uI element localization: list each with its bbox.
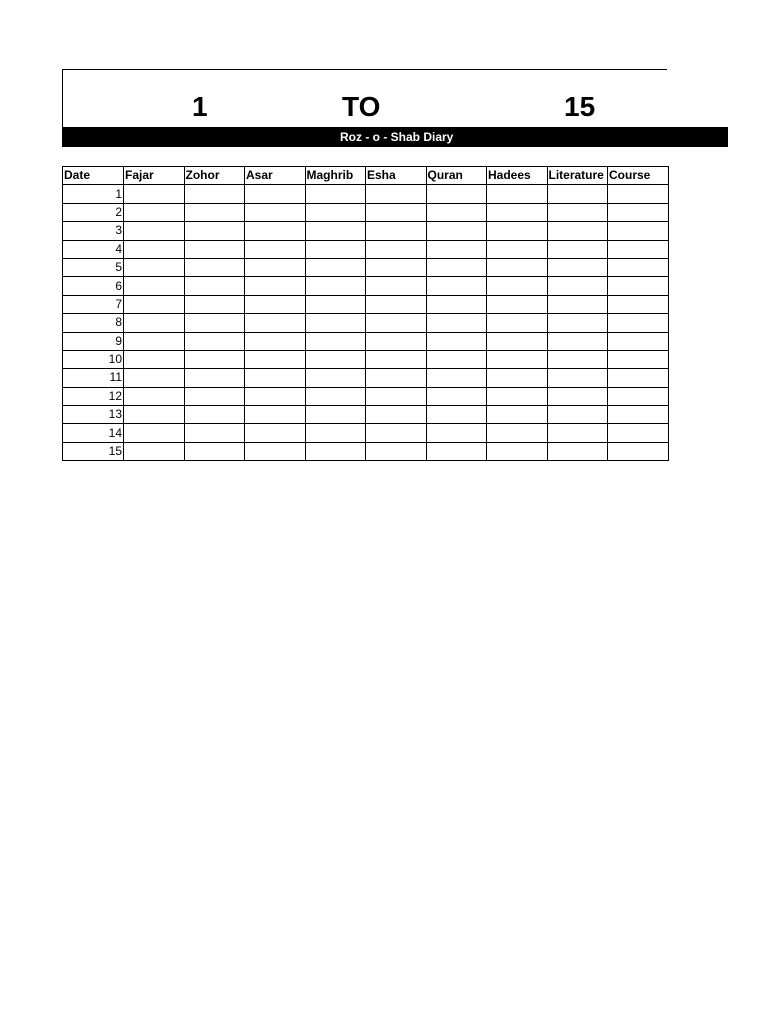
entry-cell-asar[interactable] [245, 406, 306, 424]
entry-cell-fajar[interactable] [124, 277, 185, 295]
entry-cell-literature[interactable] [547, 240, 608, 258]
range-to-label: TO [342, 91, 381, 122]
entry-cell-maghrib[interactable] [305, 295, 366, 313]
entry-cell-fajar[interactable] [124, 185, 185, 203]
entry-cell-quran[interactable] [426, 277, 487, 295]
entry-cell-fajar[interactable] [124, 203, 185, 221]
entry-cell-esha[interactable] [366, 442, 427, 460]
entry-cell-zohor[interactable] [184, 277, 245, 295]
entry-cell-literature[interactable] [547, 369, 608, 387]
date-cell: 8 [63, 314, 124, 332]
table-row [63, 332, 669, 350]
entry-cell-maghrib[interactable] [305, 240, 366, 258]
date-cell: 7 [63, 295, 124, 313]
entry-cell-course[interactable] [608, 424, 669, 442]
entry-cell-quran[interactable] [426, 203, 487, 221]
entry-cell-esha[interactable] [366, 277, 427, 295]
entry-cell-esha[interactable] [366, 387, 427, 405]
table-header-row [63, 167, 669, 185]
entry-cell-course[interactable] [608, 295, 669, 313]
entry-cell-esha[interactable] [366, 185, 427, 203]
entry-cell-literature[interactable] [547, 185, 608, 203]
entry-cell-maghrib[interactable] [305, 314, 366, 332]
entry-cell-maghrib[interactable] [305, 185, 366, 203]
entry-cell-maghrib[interactable] [305, 277, 366, 295]
entry-cell-zohor[interactable] [184, 369, 245, 387]
entry-cell-fajar[interactable] [124, 387, 185, 405]
entry-cell-literature[interactable] [547, 350, 608, 368]
entry-cell-fajar[interactable] [124, 222, 185, 240]
entry-cell-literature[interactable] [547, 295, 608, 313]
entry-cell-zohor[interactable] [184, 406, 245, 424]
entry-cell-course[interactable] [608, 314, 669, 332]
entry-cell-esha[interactable] [366, 295, 427, 313]
column-header-literature: Literature [547, 167, 608, 185]
column-header-date: Date [63, 167, 124, 185]
entry-cell-quran[interactable] [426, 295, 487, 313]
entry-cell-maghrib[interactable] [305, 350, 366, 368]
entry-cell-zohor[interactable] [184, 424, 245, 442]
entry-cell-course[interactable] [608, 369, 669, 387]
entry-cell-quran[interactable] [426, 332, 487, 350]
entry-cell-zohor[interactable] [184, 387, 245, 405]
entry-cell-maghrib[interactable] [305, 442, 366, 460]
entry-cell-quran[interactable] [426, 350, 487, 368]
entry-cell-maghrib[interactable] [305, 424, 366, 442]
entry-cell-quran[interactable] [426, 424, 487, 442]
entry-cell-maghrib[interactable] [305, 258, 366, 276]
entry-cell-maghrib[interactable] [305, 222, 366, 240]
entry-cell-fajar[interactable] [124, 314, 185, 332]
table-row [63, 350, 669, 368]
entry-cell-literature[interactable] [547, 314, 608, 332]
entry-cell-asar[interactable] [245, 350, 306, 368]
entry-cell-maghrib[interactable] [305, 369, 366, 387]
entry-cell-course[interactable] [608, 258, 669, 276]
entry-cell-hadees[interactable] [487, 424, 548, 442]
entry-cell-asar[interactable] [245, 369, 306, 387]
entry-cell-hadees[interactable] [487, 350, 548, 368]
entry-cell-hadees[interactable] [487, 332, 548, 350]
entry-cell-quran[interactable] [426, 369, 487, 387]
table-row [63, 387, 669, 405]
date-cell: 5 [63, 258, 124, 276]
entry-cell-hadees[interactable] [487, 258, 548, 276]
table-row [63, 277, 669, 295]
entry-cell-course[interactable] [608, 442, 669, 460]
entry-cell-asar[interactable] [245, 185, 306, 203]
entry-cell-asar[interactable] [245, 277, 306, 295]
entry-cell-quran[interactable] [426, 406, 487, 424]
entry-cell-course[interactable] [608, 240, 669, 258]
entry-cell-asar[interactable] [245, 424, 306, 442]
entry-cell-asar[interactable] [245, 203, 306, 221]
entry-cell-quran[interactable] [426, 314, 487, 332]
entry-cell-literature[interactable] [547, 258, 608, 276]
entry-cell-literature[interactable] [547, 277, 608, 295]
entry-cell-hadees[interactable] [487, 203, 548, 221]
entry-cell-esha[interactable] [366, 424, 427, 442]
column-header-maghrib: Maghrib [305, 167, 366, 185]
entry-cell-quran[interactable] [426, 240, 487, 258]
entry-cell-course[interactable] [608, 203, 669, 221]
date-cell: 3 [63, 222, 124, 240]
entry-cell-hadees[interactable] [487, 185, 548, 203]
entry-cell-fajar[interactable] [124, 424, 185, 442]
entry-cell-course[interactable] [608, 332, 669, 350]
table-row [63, 240, 669, 258]
date-cell: 10 [63, 350, 124, 368]
date-cell: 1 [63, 185, 124, 203]
date-cell: 15 [63, 442, 124, 460]
column-header-hadees: Hadees [487, 167, 548, 185]
entry-cell-hadees[interactable] [487, 369, 548, 387]
entry-cell-fajar[interactable] [124, 406, 185, 424]
entry-cell-quran[interactable] [426, 442, 487, 460]
range-start: 1 [192, 91, 208, 122]
table-row [63, 369, 669, 387]
entry-cell-quran[interactable] [426, 222, 487, 240]
entry-cell-zohor[interactable] [184, 295, 245, 313]
table-row [63, 222, 669, 240]
date-cell: 2 [63, 203, 124, 221]
entry-cell-esha[interactable] [366, 203, 427, 221]
column-header-fajar: Fajar [124, 167, 185, 185]
table-row [63, 406, 669, 424]
entry-cell-literature[interactable] [547, 442, 608, 460]
range-end: 15 [564, 91, 596, 122]
entry-cell-fajar[interactable] [124, 350, 185, 368]
date-cell: 9 [63, 332, 124, 350]
entry-cell-hadees[interactable] [487, 406, 548, 424]
entry-cell-esha[interactable] [366, 350, 427, 368]
entry-cell-zohor[interactable] [184, 240, 245, 258]
entry-cell-course[interactable] [608, 406, 669, 424]
entry-cell-course[interactable] [608, 350, 669, 368]
column-header-zohor: Zohor [184, 167, 245, 185]
entry-cell-asar[interactable] [245, 332, 306, 350]
entry-cell-zohor[interactable] [184, 314, 245, 332]
entry-cell-fajar[interactable] [124, 258, 185, 276]
entry-cell-asar[interactable] [245, 240, 306, 258]
entry-cell-asar[interactable] [245, 314, 306, 332]
table-row [63, 185, 669, 203]
entry-cell-fajar[interactable] [124, 369, 185, 387]
entry-cell-fajar[interactable] [124, 442, 185, 460]
entry-cell-zohor[interactable] [184, 332, 245, 350]
entry-cell-literature[interactable] [547, 387, 608, 405]
column-header-esha: Esha [366, 167, 427, 185]
entry-cell-esha[interactable] [366, 258, 427, 276]
entry-cell-zohor[interactable] [184, 350, 245, 368]
entry-cell-hadees[interactable] [487, 277, 548, 295]
entry-cell-fajar[interactable] [124, 332, 185, 350]
entry-cell-esha[interactable] [366, 406, 427, 424]
entry-cell-hadees[interactable] [487, 442, 548, 460]
entry-cell-esha[interactable] [366, 369, 427, 387]
table-row [63, 442, 669, 460]
entry-cell-literature[interactable] [547, 406, 608, 424]
entry-cell-hadees[interactable] [487, 295, 548, 313]
entry-cell-hadees[interactable] [487, 314, 548, 332]
entry-cell-literature[interactable] [547, 332, 608, 350]
entry-cell-fajar[interactable] [124, 240, 185, 258]
entry-cell-asar[interactable] [245, 258, 306, 276]
diary-table [62, 166, 669, 461]
entry-cell-asar[interactable] [245, 295, 306, 313]
table-row [63, 295, 669, 313]
date-cell: 13 [63, 406, 124, 424]
diary-body [63, 185, 669, 461]
entry-cell-hadees[interactable] [487, 240, 548, 258]
table-row [63, 424, 669, 442]
column-header-quran: Quran [426, 167, 487, 185]
entry-cell-course[interactable] [608, 277, 669, 295]
entry-cell-fajar[interactable] [124, 295, 185, 313]
entry-cell-asar[interactable] [245, 442, 306, 460]
date-cell: 14 [63, 424, 124, 442]
entry-cell-literature[interactable] [547, 203, 608, 221]
entry-cell-asar[interactable] [245, 222, 306, 240]
entry-cell-course[interactable] [608, 387, 669, 405]
entry-cell-quran[interactable] [426, 185, 487, 203]
entry-cell-maghrib[interactable] [305, 406, 366, 424]
entry-cell-hadees[interactable] [487, 222, 548, 240]
entry-cell-esha[interactable] [366, 314, 427, 332]
entry-cell-esha[interactable] [366, 222, 427, 240]
entry-cell-esha[interactable] [366, 240, 427, 258]
entry-cell-maghrib[interactable] [305, 387, 366, 405]
date-cell: 11 [63, 369, 124, 387]
entry-cell-literature[interactable] [547, 424, 608, 442]
column-header-course: Course [608, 167, 669, 185]
entry-cell-zohor[interactable] [184, 442, 245, 460]
date-cell: 6 [63, 277, 124, 295]
entry-cell-course[interactable] [608, 185, 669, 203]
entry-cell-quran[interactable] [426, 258, 487, 276]
entry-cell-maghrib[interactable] [305, 203, 366, 221]
table-row [63, 314, 669, 332]
entry-cell-literature[interactable] [547, 222, 608, 240]
entry-cell-asar[interactable] [245, 387, 306, 405]
entry-cell-zohor[interactable] [184, 185, 245, 203]
table-row [63, 258, 669, 276]
entry-cell-zohor[interactable] [184, 258, 245, 276]
entry-cell-zohor[interactable] [184, 203, 245, 221]
entry-cell-quran[interactable] [426, 387, 487, 405]
column-header-asar: Asar [245, 167, 306, 185]
entry-cell-zohor[interactable] [184, 222, 245, 240]
table-row [63, 203, 669, 221]
entry-cell-maghrib[interactable] [305, 332, 366, 350]
date-cell: 12 [63, 387, 124, 405]
diary-title: Roz - o - Shab Diary [340, 130, 454, 144]
date-cell: 4 [63, 240, 124, 258]
entry-cell-hadees[interactable] [487, 387, 548, 405]
entry-cell-esha[interactable] [366, 332, 427, 350]
entry-cell-course[interactable] [608, 222, 669, 240]
